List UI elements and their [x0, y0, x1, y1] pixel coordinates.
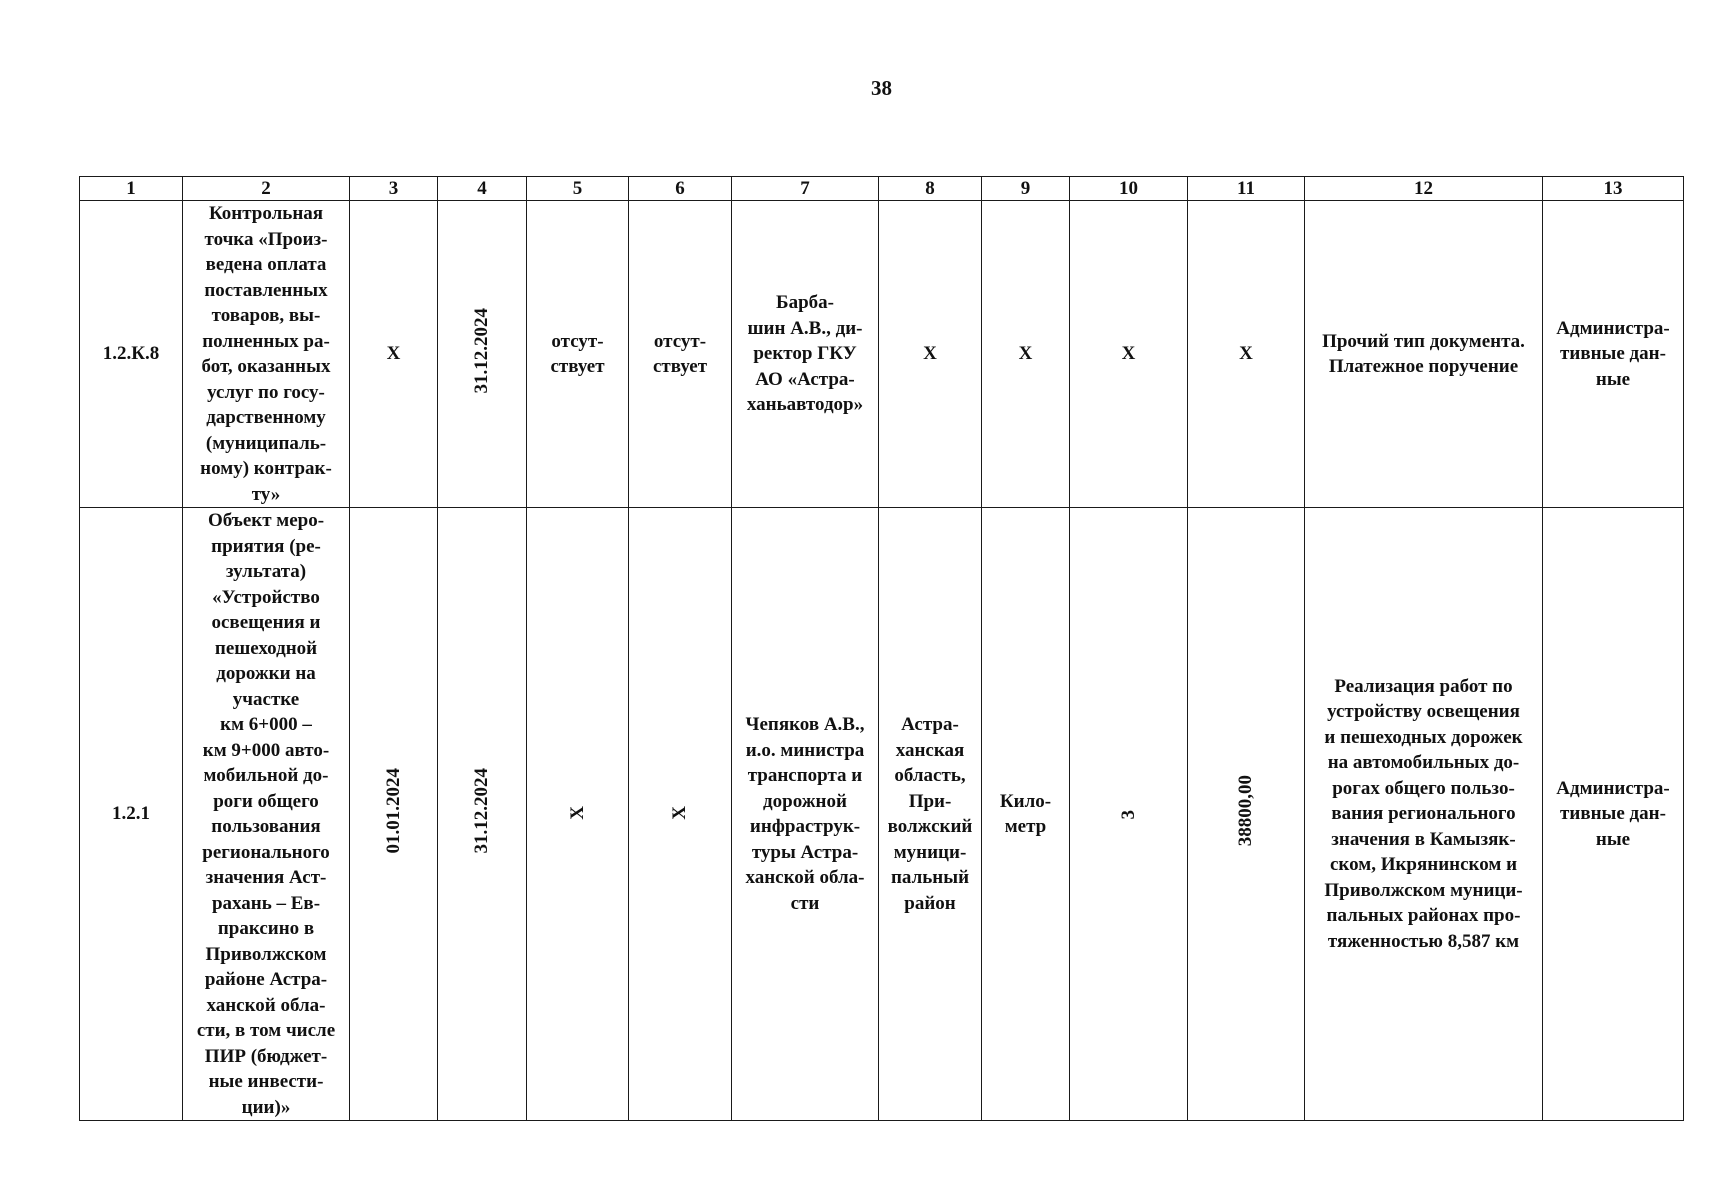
header-col-7: 7: [732, 177, 879, 201]
cell-territory: [879, 508, 982, 1121]
document-table: [79, 176, 1684, 1121]
cell-text: отсут- ствует: [652, 330, 708, 377]
header-col-13: 13: [1543, 177, 1684, 201]
cell-text: Объект меро- приятия (ре- зультата) «Устройство освещения и пешеходной дорожки на участке км 6+000 – км 9+000 авто- мобильной до- роги общего пользования регионального значения Аст- рахань – Ев- праксино в Приволжском районе Астра- ханской обла- сти, в том числе ПИР (бюджет- ные инвести- ции)»: [196, 510, 336, 1118]
cell-text: Кило- метр: [999, 790, 1052, 837]
cell-col-4: [438, 201, 527, 508]
cell-name: [183, 508, 350, 1121]
cell-text: Реализация работ по устройству освещения и пешеходных дорожек на автомобильных до- рогах общего пользо- вания регионального значения в Камызяк- ском, Икрянинском и Приволжском муници- пальных районах про- тяженностью 8,587 км: [1324, 675, 1523, 952]
cell-text: Х: [386, 343, 401, 365]
cell-text: Х: [1018, 343, 1033, 365]
cell-source: [1543, 508, 1684, 1121]
cell-col-6: [629, 508, 732, 1121]
cell-col-11: [1188, 201, 1305, 508]
cell-date-vertical: 01.01.2024: [382, 767, 404, 853]
table-row-object: [80, 508, 1684, 1121]
header-col-2: 2: [183, 177, 350, 201]
cell-text: Х: [1121, 343, 1136, 365]
cell-responsible: [732, 201, 879, 508]
cell-text: Контрольная точка «Произ- ведена оплата поставленных товаров, вы- полненных ра- бот, оказанных услуг по госу- дарственному (муниципаль- ному) контрак- ту»: [200, 203, 332, 505]
cell-description: [1305, 508, 1543, 1121]
cell-x-vertical: Х: [566, 805, 588, 820]
cell-text: 1.2.К.8: [102, 343, 160, 365]
cell-text: Чепяков А.В., и.о. министра транспорта и дорожной инфраструк- туры Астра- ханской обла- сти: [745, 714, 865, 914]
header-col-5: 5: [527, 177, 629, 201]
cell-date-vertical: 31.12.2024: [471, 767, 493, 853]
cell-text: 1.2.1: [112, 803, 150, 825]
header-col-4: 4: [438, 177, 527, 201]
cell-value: [1070, 508, 1188, 1121]
cell-text: Астра- ханская область, При- волжский муници- пальный район: [887, 714, 973, 914]
cell-col-5: [527, 201, 629, 508]
cell-amount-vertical: 38800,00: [1235, 774, 1257, 846]
header-col-8: 8: [879, 177, 982, 201]
header-col-6: 6: [629, 177, 732, 201]
cell-col-3: [350, 201, 438, 508]
header-col-9: 9: [982, 177, 1070, 201]
header-col-12: 12: [1305, 177, 1543, 201]
cell-value-vertical: 3: [1117, 809, 1139, 820]
header-col-1: 1: [80, 177, 183, 201]
header-col-3: 3: [350, 177, 438, 201]
cell-col-10: [1070, 201, 1188, 508]
header-col-11: 11: [1188, 177, 1305, 201]
cell-text: Администра- тивные дан- ные: [1556, 317, 1670, 390]
cell-responsible: [732, 508, 879, 1121]
cell-text: Прочий тип документа. Платежное поручение: [1322, 330, 1525, 377]
cell-col-3: [350, 508, 438, 1121]
cell-col-4: [438, 508, 527, 1121]
cell-number: [80, 201, 183, 508]
header-col-10: 10: [1070, 177, 1188, 201]
cell-x-vertical: Х: [669, 805, 691, 820]
header-row: [80, 177, 1684, 201]
cell-date-vertical: 31.12.2024: [471, 307, 493, 393]
cell-text: Администра- тивные дан- ные: [1556, 777, 1670, 850]
cell-unit: [982, 508, 1070, 1121]
cell-col-9: [982, 201, 1070, 508]
page-number: 38: [871, 76, 892, 100]
cell-text: Х: [923, 343, 937, 365]
cell-col-6: [629, 201, 732, 508]
cell-text: Барба- шин А.В., ди- ректор ГКУ АО «Астра- ханьавтодор»: [746, 292, 864, 416]
cell-name: [183, 201, 350, 508]
cell-source: [1543, 201, 1684, 508]
cell-document-type: [1305, 201, 1543, 508]
cell-col-5: [527, 508, 629, 1121]
cell-text: Х: [1239, 343, 1253, 365]
cell-col-8: [879, 201, 982, 508]
table-row-control-point: [80, 201, 1684, 508]
cell-number: [80, 508, 183, 1121]
cell-text: отсут- ствует: [550, 330, 605, 377]
cell-amount: [1188, 508, 1305, 1121]
